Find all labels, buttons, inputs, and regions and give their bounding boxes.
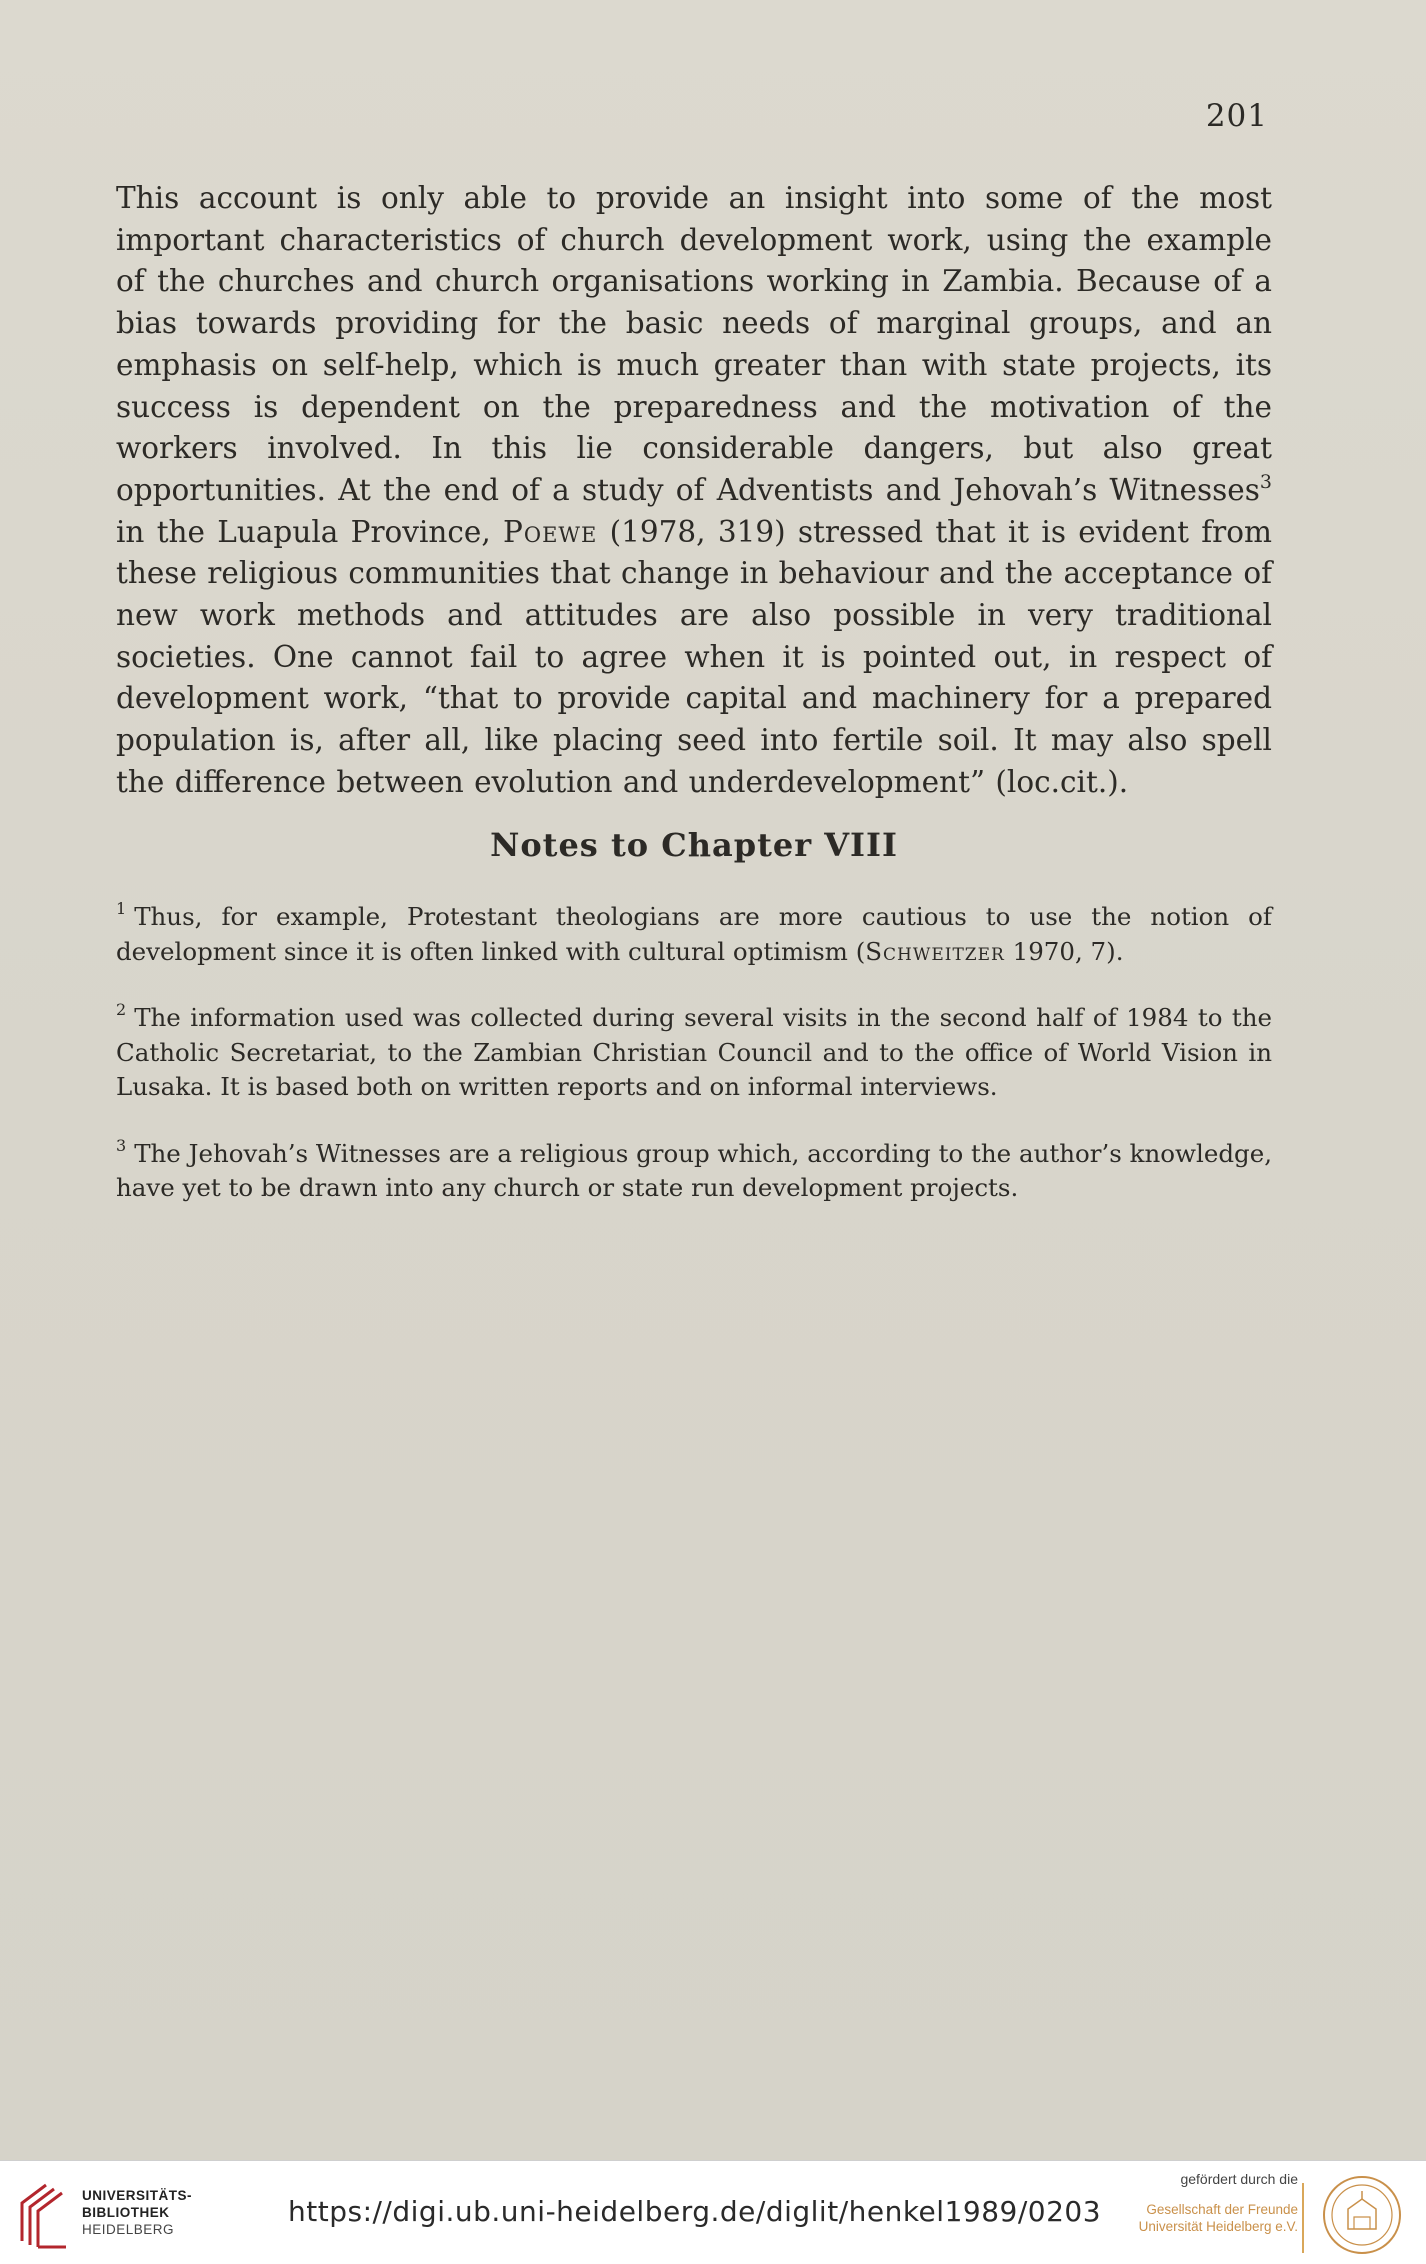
notes-list — [116, 900, 1272, 1238]
note-author: Schweitzer — [865, 936, 1005, 966]
note-number: 1 — [116, 899, 127, 918]
author-name: Poewe — [503, 514, 598, 549]
note-item — [116, 900, 1272, 969]
sponsor-block — [1098, 2171, 1298, 2235]
note-text: The Jehovah’s Witnesses are a religious group which, according to the author’s knowledge, have yet to be drawn into any church or state run development projects. — [116, 1138, 1272, 1202]
note-number: 3 — [116, 1135, 127, 1155]
note-text: Thus, for example, Protestant theologians are more cautious to use the notion of development since it is often linked with cultural optimism ( — [116, 902, 1272, 966]
document-url-link[interactable]: https://digi.ub.uni-heidelberg.de/diglit/henkel1989/0203 — [288, 2195, 1102, 2228]
sponsor-name: Gesellschaft der Freunde — [1146, 2202, 1298, 2217]
library-line: UNIVERSITÄTS- — [82, 2188, 193, 2203]
sponsor-label: gefördert durch die — [1180, 2171, 1298, 2187]
library-line: BIBLIOTHEK — [82, 2205, 170, 2220]
body-text-part3: (1978, 319) stressed that it is evident from these religious communities that change in behaviour and the acceptance of new work methods and attitudes are also possible in very traditional societies. One cannot fail to agree when it is pointed out, in respect of development work, “that to provide capital and machinery for a prepared population is, after all, like placing seed into fertile soil. It may also spell the difference between evolution and underdevelopment” (loc.cit.). — [116, 514, 1273, 799]
note-number: 2 — [116, 1000, 127, 1019]
page-number: 201 — [1205, 98, 1268, 134]
library-logo-icon[interactable] — [16, 2181, 72, 2249]
notes-heading: Notes to Chapter VIII — [490, 826, 898, 864]
note-item — [116, 1137, 1272, 1206]
footnote-ref-3[interactable]: 3 — [1259, 470, 1272, 493]
footer-divider — [1302, 2183, 1304, 2253]
sponsor-name: Universität Heidelberg e.V. — [1138, 2219, 1298, 2234]
note-item — [116, 1001, 1272, 1105]
note-tail: 1970, 7). — [1004, 936, 1124, 966]
footer-bar — [0, 2160, 1426, 2264]
library-name — [82, 2187, 192, 2238]
library-line: HEIDELBERG — [82, 2222, 175, 2237]
body-paragraph — [116, 178, 1272, 804]
body-text-part2: in the Luapula Province, — [116, 514, 504, 549]
note-text: The information used was collected during several visits in the second half of 1984 to the Catholic Secretariat, to the Zambian Christian Council and to the office of World Vision in Lusaka. It is based both on written reports and on informal interviews. — [116, 1003, 1272, 1101]
body-text-part1: This account is only able to provide an insight into some of the most important characteristics of church development work, using the example of the churches and church organisations working in Zambia. Because of a bias towards providing for the basic needs of marginal groups, and an emphasis on self-help, which is much greater than with state projects, its success is dependent on the preparedness and the motivation of the workers involved. In this lie considerable dangers, but also great opportunities. At the end of a study of Adventists and Jehovah’s Witnesses — [116, 181, 1272, 507]
university-seal-icon[interactable] — [1314, 2173, 1410, 2257]
